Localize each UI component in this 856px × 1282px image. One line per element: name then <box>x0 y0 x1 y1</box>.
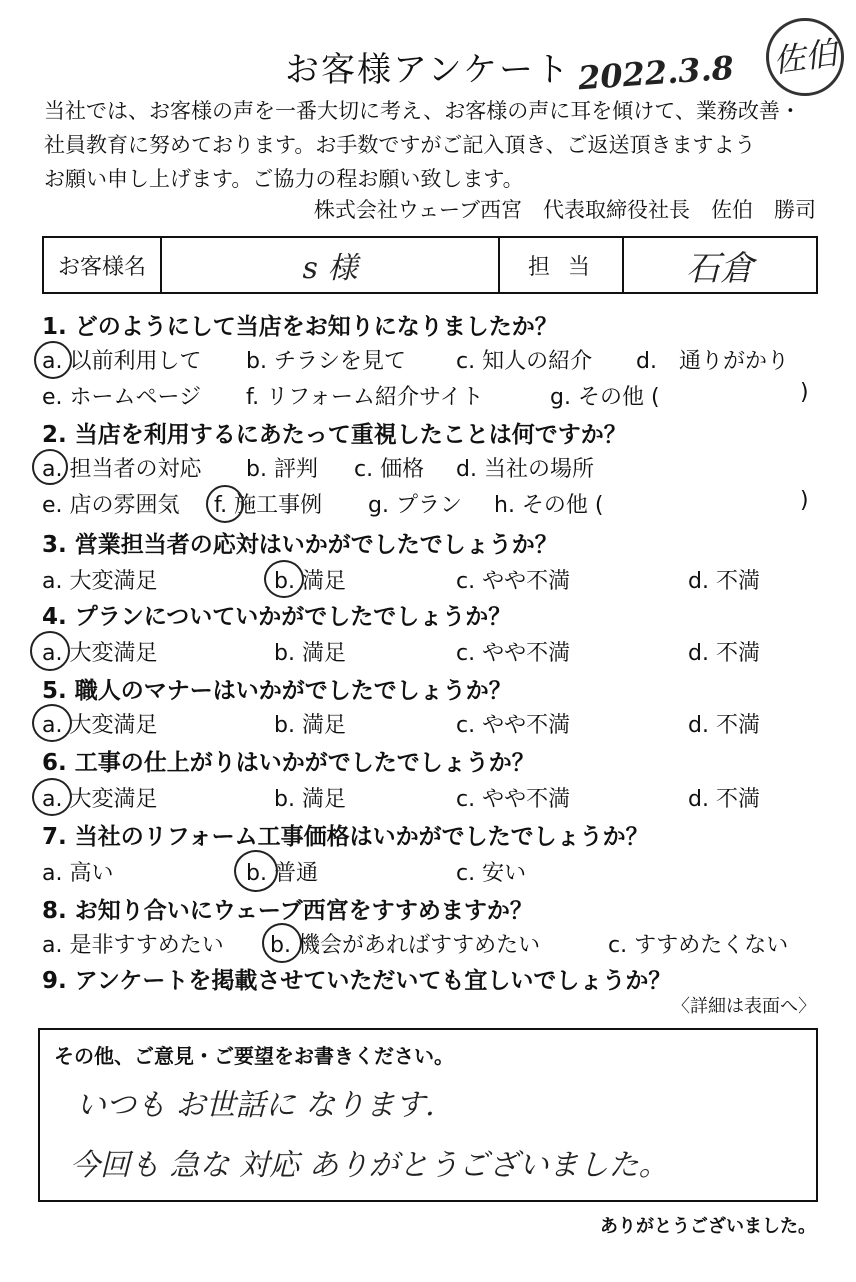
q3-option-b[interactable]: b. 満足 <box>274 569 346 594</box>
q8-option-c[interactable]: c. すすめたくない <box>608 933 789 958</box>
q1-option-a[interactable]: a. 以前利用して <box>42 349 202 374</box>
q6-answer-circle <box>32 778 72 816</box>
q2-option-c[interactable]: c. 価格 <box>354 457 425 482</box>
question-9: 9. アンケートを掲載させていただいても宜しいでしょうか？ <box>42 968 672 994</box>
q7-option-a[interactable]: a. 高い <box>42 861 114 886</box>
question-6: 6. 工事の仕上がりはいかがでしたでしょうか？ <box>42 750 535 776</box>
q6-option-b[interactable]: b. 満足 <box>274 787 346 812</box>
q1-option-e[interactable]: e. ホームページ <box>42 385 202 410</box>
q5-option-c[interactable]: c. やや不満 <box>456 713 571 738</box>
q6-option-a[interactable]: a. 大変満足 <box>42 787 158 812</box>
q4-answer-circle <box>30 631 70 671</box>
q2-answer-circle-f <box>206 485 244 523</box>
q8-option-a[interactable]: a. 是非すすめたい <box>42 933 224 958</box>
staff-field[interactable] <box>624 238 816 292</box>
intro-line-2: 社員教育に努めております。お手数ですがご記入頂き、ご返送頂きますよう <box>44 133 756 157</box>
handwritten-date: 2022.3.8 <box>576 48 736 98</box>
question-3: 3. 営業担当者の応対はいかがでしたでしょうか？ <box>42 532 558 558</box>
survey-title: お客様アンケート <box>285 50 571 90</box>
q1-option-d[interactable]: d. 通りがかり <box>636 349 789 374</box>
question-1: 1. どのようにして当店をお知りになりましたか？ <box>42 314 558 340</box>
q1-answer-circle <box>34 341 72 379</box>
comment-line-2: 今回も 急な 対応 ありがとうございました。 <box>70 1148 669 1183</box>
question-7: 7. 当社のリフォーム工事価格はいかがでしたでしょうか？ <box>42 824 649 850</box>
q5-option-d[interactable]: d. 不満 <box>688 713 760 738</box>
intro-line-1: 当社では、お客様の声を一番大切に考え、お客様の声に耳を傾けて、業務改善・ <box>44 99 801 123</box>
q3-option-a[interactable]: a. 大変満足 <box>42 569 158 594</box>
q2-option-h[interactable]: h. その他 ( <box>494 493 604 518</box>
staff-value: 石倉 <box>686 248 754 289</box>
q4-option-a[interactable]: a. 大変満足 <box>42 641 158 666</box>
company-signature: 株式会社ウェーブ西宮 代表取締役社長 佐伯 勝司 <box>313 198 816 222</box>
question-4: 4. プランについていかがでしたでしょうか？ <box>42 604 512 630</box>
q1-other-close-paren: ) <box>800 380 809 405</box>
q6-option-d[interactable]: d. 不満 <box>688 787 760 812</box>
customer-info-table <box>42 236 818 294</box>
q3-option-d[interactable]: d. 不満 <box>688 569 760 594</box>
q2-option-g[interactable]: g. プラン <box>368 493 462 518</box>
seal-stamp <box>766 18 844 96</box>
customer-name-field[interactable] <box>162 238 500 292</box>
details-note: 〈詳細は表面へ〉 <box>672 996 816 1017</box>
q2-option-f[interactable]: f. 施工事例 <box>214 493 323 518</box>
q2-answer-circle-a <box>32 449 68 485</box>
q2-option-e[interactable]: e. 店の雰囲気 <box>42 493 180 518</box>
customer-name-value: s 様 <box>302 251 358 286</box>
q5-answer-circle <box>32 704 72 742</box>
seal-stamp-text: 佐伯 <box>770 33 840 81</box>
customer-name-label: お客様名 <box>44 238 162 292</box>
q4-option-d[interactable]: d. 不満 <box>688 641 760 666</box>
q3-answer-circle <box>264 560 304 598</box>
q1-option-c[interactable]: c. 知人の紹介 <box>456 349 593 374</box>
question-5: 5. 職人のマナーはいかがでしたでしょうか？ <box>42 678 512 704</box>
q1-option-g[interactable]: g. その他 ( <box>550 385 660 410</box>
q4-option-b[interactable]: b. 満足 <box>274 641 346 666</box>
intro-line-3: お願い申し上げます。ご協力の程お願い致します。 <box>44 167 524 191</box>
q2-option-a[interactable]: a. 担当者の対応 <box>42 457 202 482</box>
q2-other-close-paren: ) <box>800 488 809 513</box>
q8-option-b[interactable]: b. 機会があればすすめたい <box>270 933 541 958</box>
q5-option-b[interactable]: b. 満足 <box>274 713 346 738</box>
q7-option-c[interactable]: c. 安い <box>456 861 527 886</box>
q1-option-b[interactable]: b. チラシを見て <box>246 349 406 374</box>
question-2: 2. 当店を利用するにあたって重視したことは何ですか？ <box>42 422 627 448</box>
comment-line-1: いつも お世話に なります. <box>76 1088 435 1123</box>
q4-option-c[interactable]: c. やや不満 <box>456 641 571 666</box>
q6-option-c[interactable]: c. やや不満 <box>456 787 571 812</box>
q1-option-f[interactable]: f. リフォーム紹介サイト <box>246 385 484 410</box>
closing-thanks: ありがとうございました。 <box>600 1216 816 1237</box>
q2-option-d[interactable]: d. 当社の場所 <box>456 457 594 482</box>
q2-option-b[interactable]: b. 評判 <box>246 457 318 482</box>
q7-option-b[interactable]: b. 普通 <box>246 861 318 886</box>
q8-answer-circle <box>262 923 302 963</box>
q3-option-c[interactable]: c. やや不満 <box>456 569 571 594</box>
question-8: 8. お知り合いにウェーブ西宮をすすめますか？ <box>42 898 533 924</box>
q7-answer-circle <box>234 850 278 892</box>
comment-label: その他、ご意見・ご要望をお書きください。 <box>54 1044 454 1068</box>
q5-option-a[interactable]: a. 大変満足 <box>42 713 158 738</box>
staff-label: 担当 <box>500 238 624 292</box>
